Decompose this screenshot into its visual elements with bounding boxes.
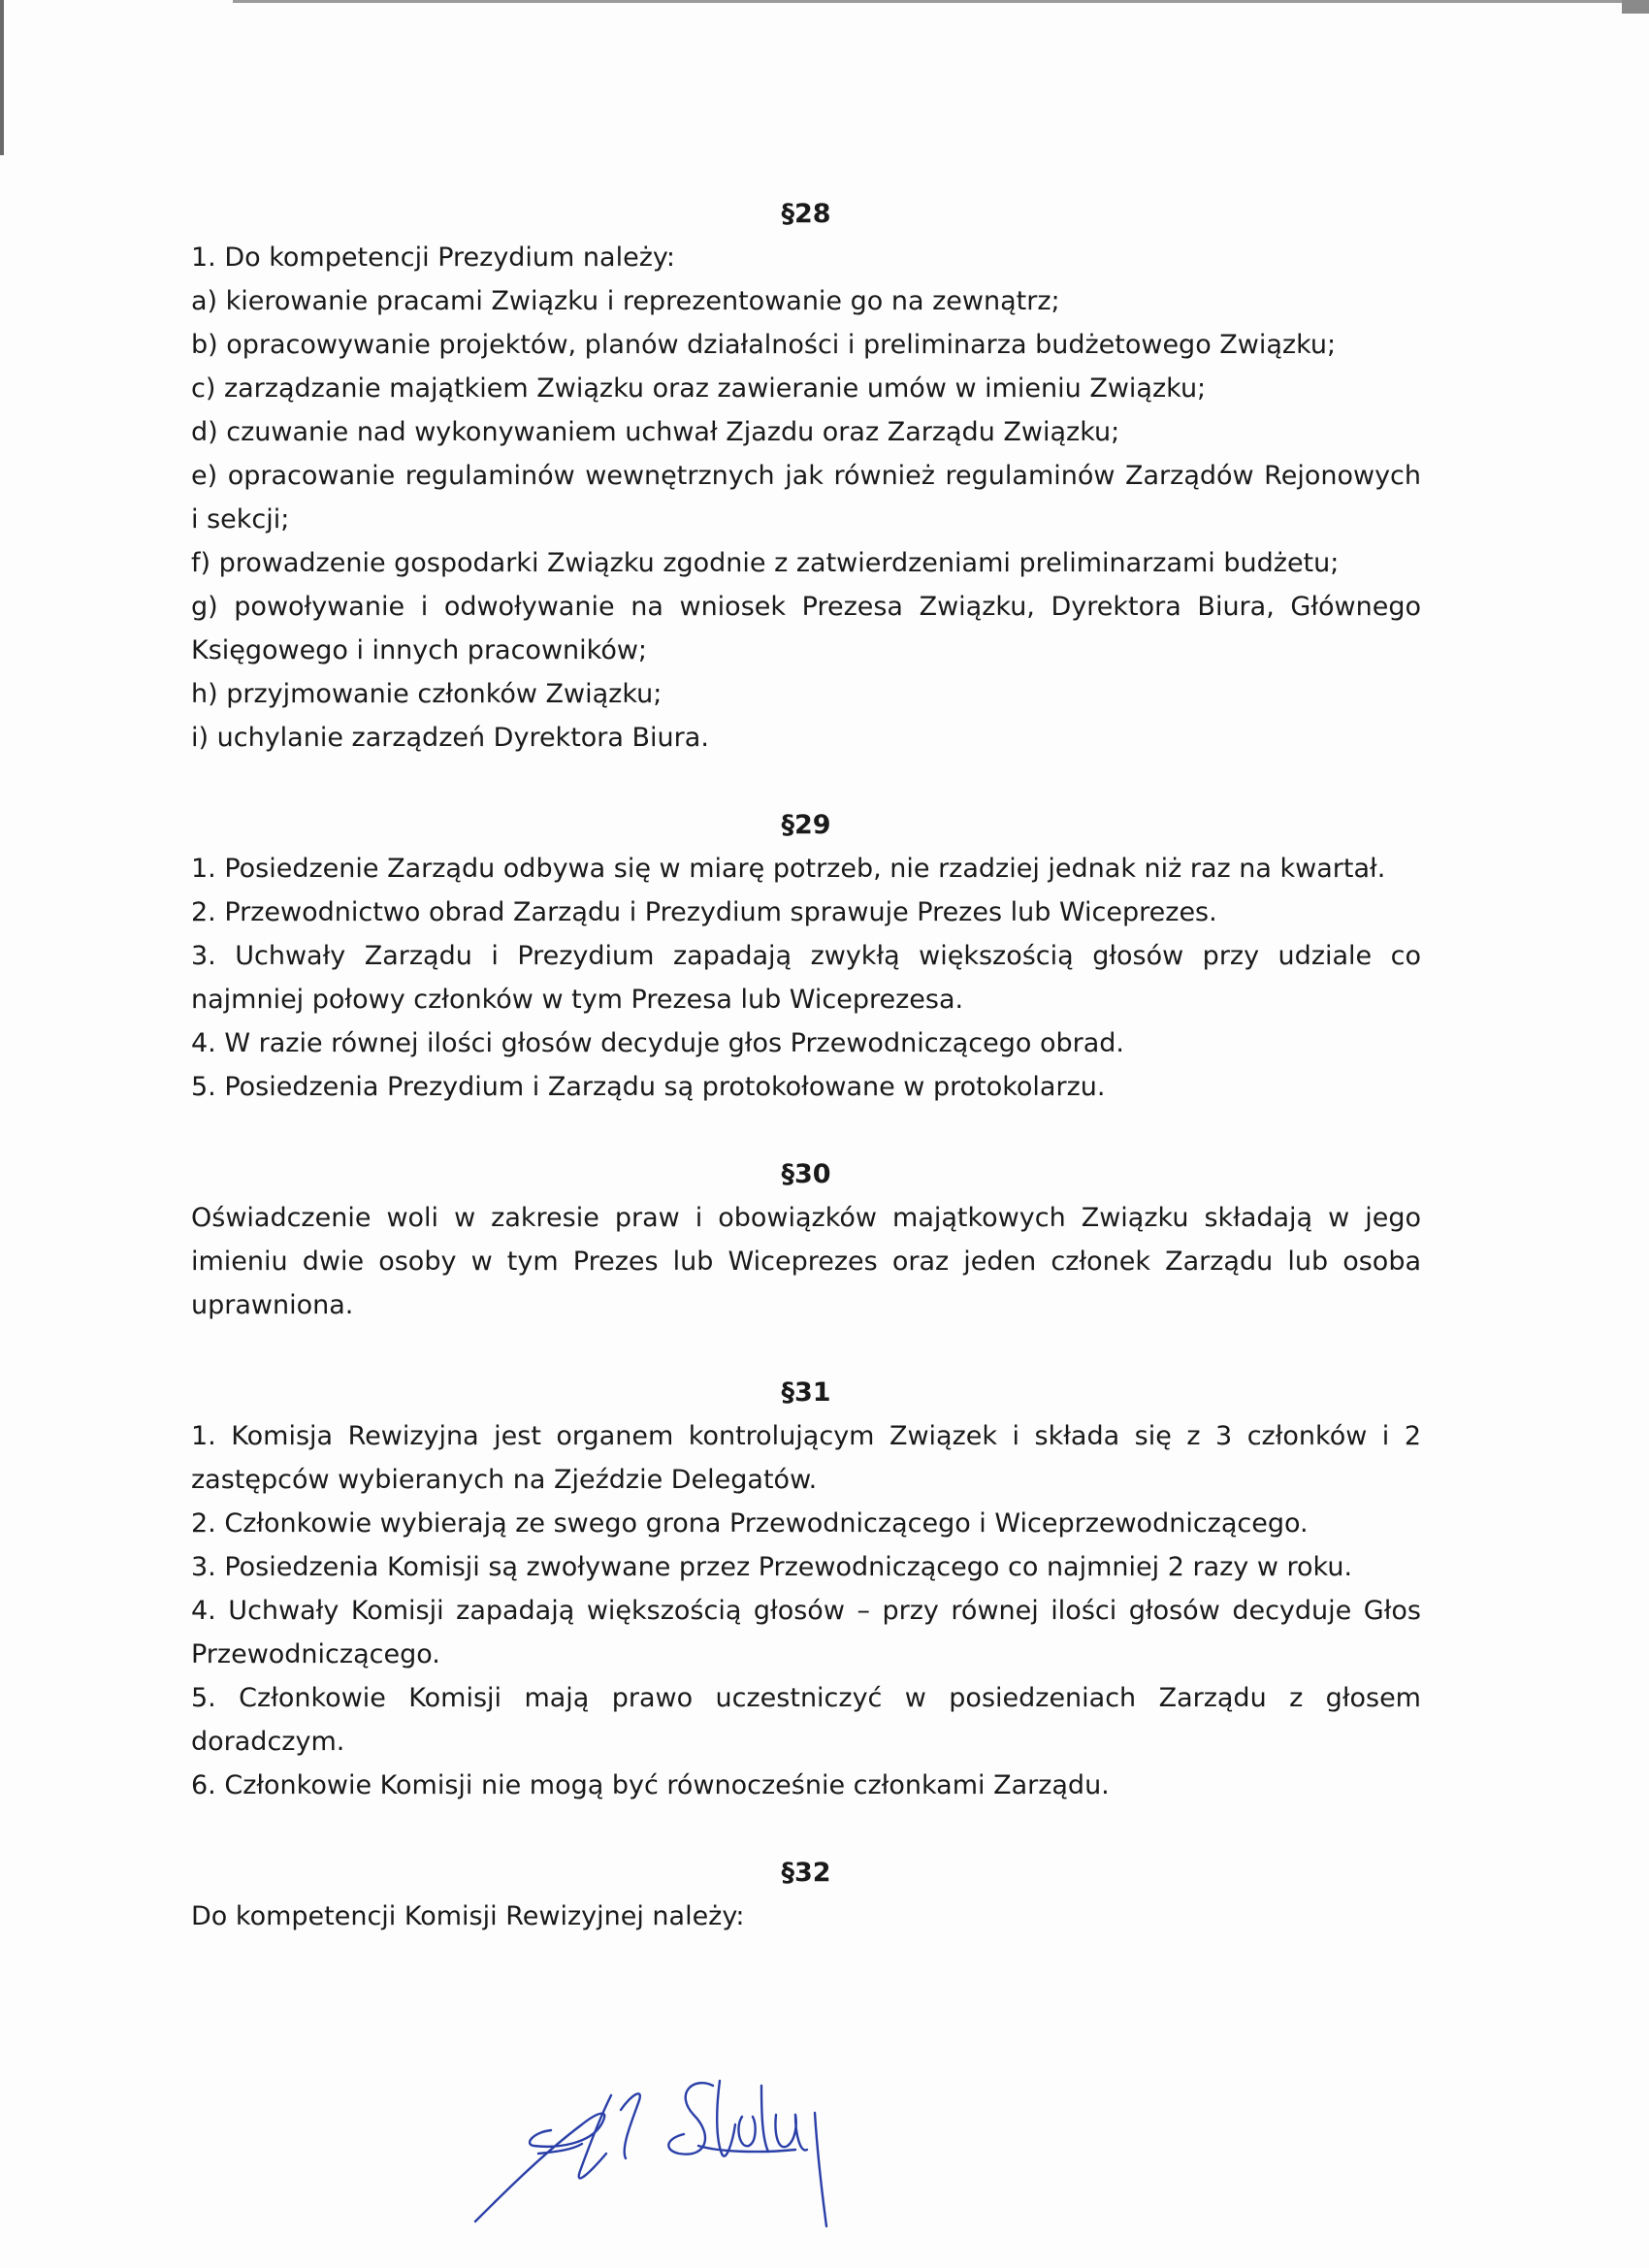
list-item: h) przyjmowanie członków Związku; (191, 679, 663, 709)
section-spacer (191, 1807, 1421, 1851)
list-item: i) uchylanie zarządzeń Dyrektora Biura. (191, 723, 709, 753)
list-item: 6. Członkowie Komisji nie mogą być równocześnie członkami Zarządu. (191, 1770, 1110, 1800)
list-item: 5. Członkowie Komisji mają prawo uczestniczyć w posiedzeniach Zarządu z głosem doradczym. (191, 1683, 1421, 1757)
section-30 (191, 1152, 1421, 1327)
section-spacer (191, 1327, 1421, 1371)
signature-stroke (579, 2095, 611, 2178)
document-body (191, 192, 1421, 1938)
list-item: d) czuwanie nad wykonywaniem uchwał Zjazdu oraz Zarządu Związku; (191, 417, 1120, 447)
paragraph: 1. Do kompetencji Prezydium należy: (191, 243, 675, 273)
section-spacer (191, 1109, 1421, 1152)
scan-corner-mark (1622, 0, 1649, 14)
signature-stroke (717, 2081, 735, 2156)
section-heading: §30 (781, 1159, 831, 1189)
handwritten-signature-icon (466, 2057, 892, 2231)
section-heading: §29 (781, 810, 831, 840)
signature-stroke (776, 2115, 796, 2147)
scan-top-edge (233, 0, 1649, 3)
signature-stroke (475, 2114, 604, 2221)
list-item: 3. Uchwały Zarządu i Prezydium zapadają zwykłą większością głosów przy udziale co najmniej połowy członków w tym Prezesa lub Wiceprezesa. (191, 941, 1421, 1015)
signature-stroke (761, 2086, 768, 2152)
paragraph: Oświadczenie woli w zakresie praw i obowiązków majątkowych Związku składają w jego imieniu dwie osoby w tym Prezes lub Wiceprezes oraz jeden członek Zarządu lub osoba uprawniona. (191, 1203, 1421, 1320)
list-item: c) zarządzanie majątkiem Związku oraz zawieranie umów w imieniu Związku; (191, 373, 1207, 404)
list-item: b) opracowywanie projektów, planów działalności i preliminarza budżetowego Związku; (191, 330, 1337, 360)
signature-stroke (668, 2083, 713, 2154)
section-29 (191, 803, 1421, 1109)
list-item: e) opracowanie regulaminów wewnętrznych jak również regulaminów Zarządów Rejonowych i sekcji; (191, 461, 1421, 535)
section-32 (191, 1851, 1421, 1938)
section-31 (191, 1371, 1421, 1807)
list-item: 4. W razie równej ilości głosów decyduje głos Przewodniczącego obrad. (191, 1028, 1124, 1058)
section-spacer (191, 760, 1421, 803)
list-item: 2. Przewodnictwo obrad Zarządu i Prezydium sprawuje Prezes lub Wiceprezes. (191, 897, 1217, 927)
list-item: f) prowadzenie gospodarki Związku zgodnie z zatwierdzeniami preliminarzami budżetu; (191, 548, 1340, 578)
scan-left-edge (0, 0, 4, 155)
list-item: g) powoływanie i odwoływanie na wniosek Prezesa Związku, Dyrektora Biura, Głównego Księgowego i innych pracowników; (191, 592, 1421, 665)
section-28 (191, 192, 1421, 760)
section-heading: §32 (781, 1858, 831, 1888)
section-heading: §31 (781, 1377, 831, 1408)
section-heading: §28 (781, 199, 831, 229)
list-item: 5. Posiedzenia Prezydium i Zarządu są protokołowane w protokolarzu. (191, 1072, 1106, 1102)
list-item: 4. Uchwały Komisji zapadają większością głosów – przy równej ilości głosów decyduje Głos Przewodniczącego. (191, 1596, 1421, 1669)
signature-stroke (815, 2113, 826, 2226)
list-item: 1. Posiedzenie Zarządu odbywa się w miarę potrzeb, nie rzadziej jednak niż raz na kwartał. (191, 854, 1386, 884)
list-item: 3. Posiedzenia Komisji są zwoływane przez Przewodniczącego co najmniej 2 razy w roku. (191, 1552, 1353, 1582)
list-item: a) kierowanie pracami Związku i reprezentowanie go na zewnątrz; (191, 286, 1060, 316)
signature-stroke (621, 2093, 640, 2158)
paragraph: Do kompetencji Komisji Rewizyjnej należy: (191, 1901, 745, 1931)
list-item: 2. Członkowie wybierają ze swego grona Przewodniczącego i Wiceprzewodniczącego. (191, 1508, 1309, 1539)
signature-stroke (738, 2117, 755, 2146)
list-item: 1. Komisja Rewizyjna jest organem kontrolującym Związek i składa się z 3 członków i 2 zastępców wybieranych na Zjeździe Delegatów. (191, 1421, 1421, 1495)
